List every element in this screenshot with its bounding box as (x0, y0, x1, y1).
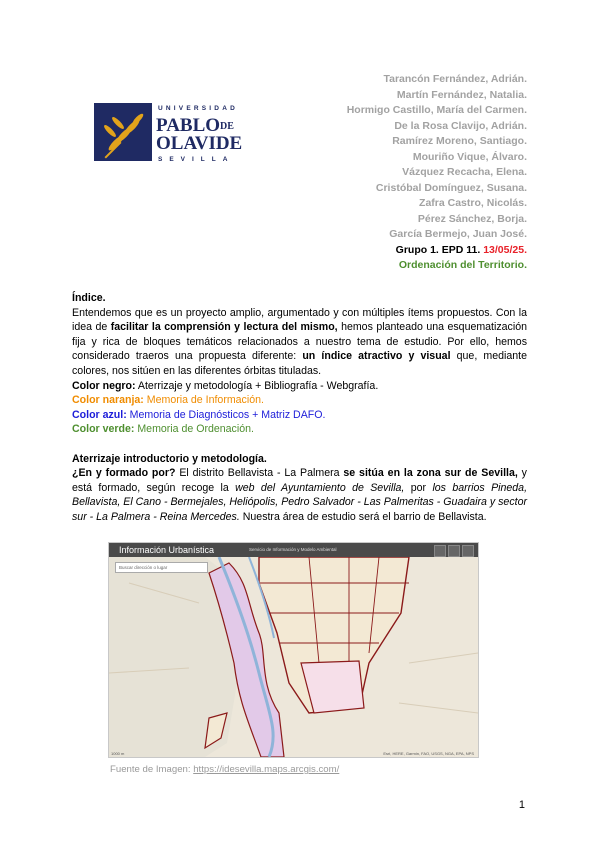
grid-icon[interactable] (448, 545, 460, 557)
map-toolbar (434, 545, 474, 557)
legend-orange: Color naranja: Memoria de Información. (72, 394, 264, 407)
group-line (347, 243, 527, 259)
logo-name-line2: OLAVIDE (156, 133, 243, 154)
share-icon[interactable] (462, 545, 474, 557)
author-name: Mouriño Vique, Álvaro. (412, 150, 527, 163)
author-name: García Bermejo, Juan José. (389, 228, 527, 240)
map-screenshot (108, 542, 479, 758)
logo-name-line1: PABLO (156, 115, 221, 136)
map-canvas (109, 543, 478, 757)
map-scale: 1000 m (111, 751, 125, 756)
indice-heading: Índice. (72, 292, 106, 304)
author-name: Martín Fernández, Natalia. (396, 88, 527, 101)
group-date: 13/05/25. (483, 243, 527, 256)
author-name: Vázquez Recacha, Elena. (402, 166, 527, 178)
author-name: Hormigo Castillo, María del Carmen. (346, 104, 527, 116)
map-search-input[interactable]: Buscar dirección o lugar (115, 562, 208, 573)
aterrizaje-heading: Aterrizaje introductorio y metodología. (72, 452, 267, 465)
page-number: 1 (518, 799, 525, 811)
map-subtitle: Servicio de Información y Modelo Ambiental (249, 547, 337, 552)
logo-bottom-text: SEVILLA (158, 156, 235, 163)
author-name: Cristóbal Domínguez, Susana. (375, 181, 527, 194)
document-body (72, 291, 527, 525)
layers-icon[interactable] (434, 545, 446, 557)
image-caption: Fuente de Imagen: https://idesevilla.maps.arcgis.com/ (110, 764, 340, 775)
author-name: Ramírez Moreno, Santiago. (392, 135, 527, 147)
author-name: Tarancón Fernández, Adrián. (383, 73, 527, 85)
author-name: Pérez Sánchez, Borja. (417, 212, 527, 225)
caption-link[interactable]: https://idesevilla.maps.arcgis.com/ (193, 764, 340, 775)
authors-block (347, 72, 527, 274)
indice-paragraph: Entendemos que es un proyecto amplio, argumentado y con múltiples ítems propuestos. Con la idea de facilitar la comprensión y lectura del mismo, hemos planteado una esquematización fija y rica de bloques temáticos relacionados a nuestro tema de estudio. Por ello, hemos considerado traeros una propuesta diferente: un índice atractivo y visual que, mediante colores, nos sitúen en las diferentes órbitas tituladas. (72, 306, 527, 377)
map-attribution: Esri, HERE, Garmin, FAO, USGS, NGA, EPA, NPS (383, 751, 474, 756)
legend-green: Color verde: Memoria de Ordenación. (72, 423, 254, 436)
aterrizaje-paragraph: ¿En y formado por? El distrito Bellavista - La Palmera se sitúa en la zona sur de Sevilla, y está formado, según recoge la web del Ayuntamiento de Sevilla, por los barrios Pineda, Bellavista, El Cano - Bermejales, Heliópolis, Pedro Salvador - Las Palmeritas - Guadaira y sector sur - La Palmera - Reina Mercedes. Nuestra área de estudio será el barrio de Bellavista. (72, 467, 528, 523)
logo-top-text: UNIVERSIDAD (158, 105, 238, 112)
logo-name-de: DE (220, 121, 234, 132)
group-label: Grupo 1. EPD 11. (395, 243, 484, 256)
author-name: De la Rosa Clavijo, Adrián. (394, 119, 527, 132)
legend-blue: Color azul: Memoria de Diagnósticos + Matriz DAFO. (72, 408, 326, 421)
map-title: Información Urbanística (119, 545, 215, 555)
university-logo (94, 101, 256, 163)
subject-title: Ordenación del Territorio. (398, 259, 527, 271)
author-name: Zafra Castro, Nicolás. (419, 197, 527, 209)
legend-black: Color negro: Aterrizaje y metodología + Bibliografía - Webgrafía. (72, 379, 379, 392)
